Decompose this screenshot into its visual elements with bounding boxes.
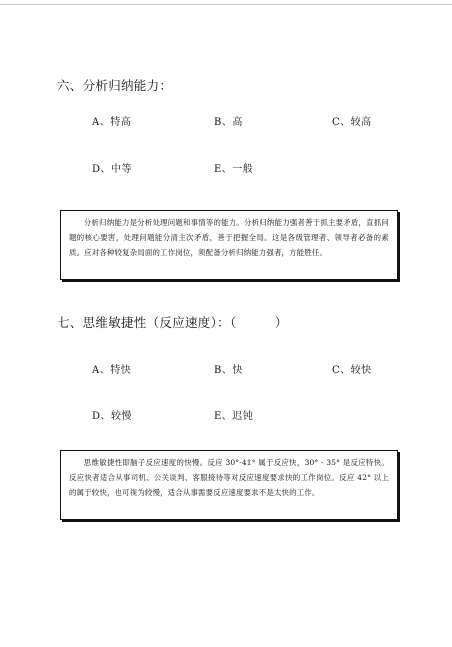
section7-option-c[interactable]: C、较快 (332, 365, 372, 376)
section6-option-c[interactable]: C、较高 (332, 117, 372, 128)
section6-note-box: 分析归纳能力是分析处理问题和事情等的能力。分析归纳能力强者善于抓主要矛盾，直抓问题的核心要害，处理问题能分清主次矛盾，善于把握全局。这是各级管理者、领导者必备的素质。应对各种较复杂局面的工作岗位，须配备分析归纳能力强者，方能胜任。 (60, 210, 398, 280)
page-top-border (0, 4, 452, 5)
section7-title: 七、思维敏捷性（反应速度）：（ ） (57, 315, 288, 330)
section7-note-box: 思维敏捷性即脑子反应速度的快慢。反应 30°-41° 属于反应快，30° - 35° 是反应特快。反应快者适合从事司机、公关谈判、客服接待等对反应速度要求快的工作岗位。反应 42° 以上的属于较快，也可视为较慢，适合从事需要反应速度要求不是太快的工作。 (60, 450, 398, 520)
section7-option-b[interactable]: B、快 (214, 365, 243, 376)
section7-option-d[interactable]: D、较慢 (92, 411, 133, 422)
section6-option-d[interactable]: D、中等 (92, 164, 133, 175)
section6-title: 六、分析归纳能力： (57, 78, 173, 93)
section6-option-b[interactable]: B、高 (214, 117, 243, 128)
section7-option-a[interactable]: A、特快 (92, 365, 132, 376)
section7-option-e[interactable]: E、迟钝 (214, 411, 254, 422)
section6-option-a[interactable]: A、特高 (92, 117, 132, 128)
section6-option-e[interactable]: E、一般 (214, 164, 254, 175)
